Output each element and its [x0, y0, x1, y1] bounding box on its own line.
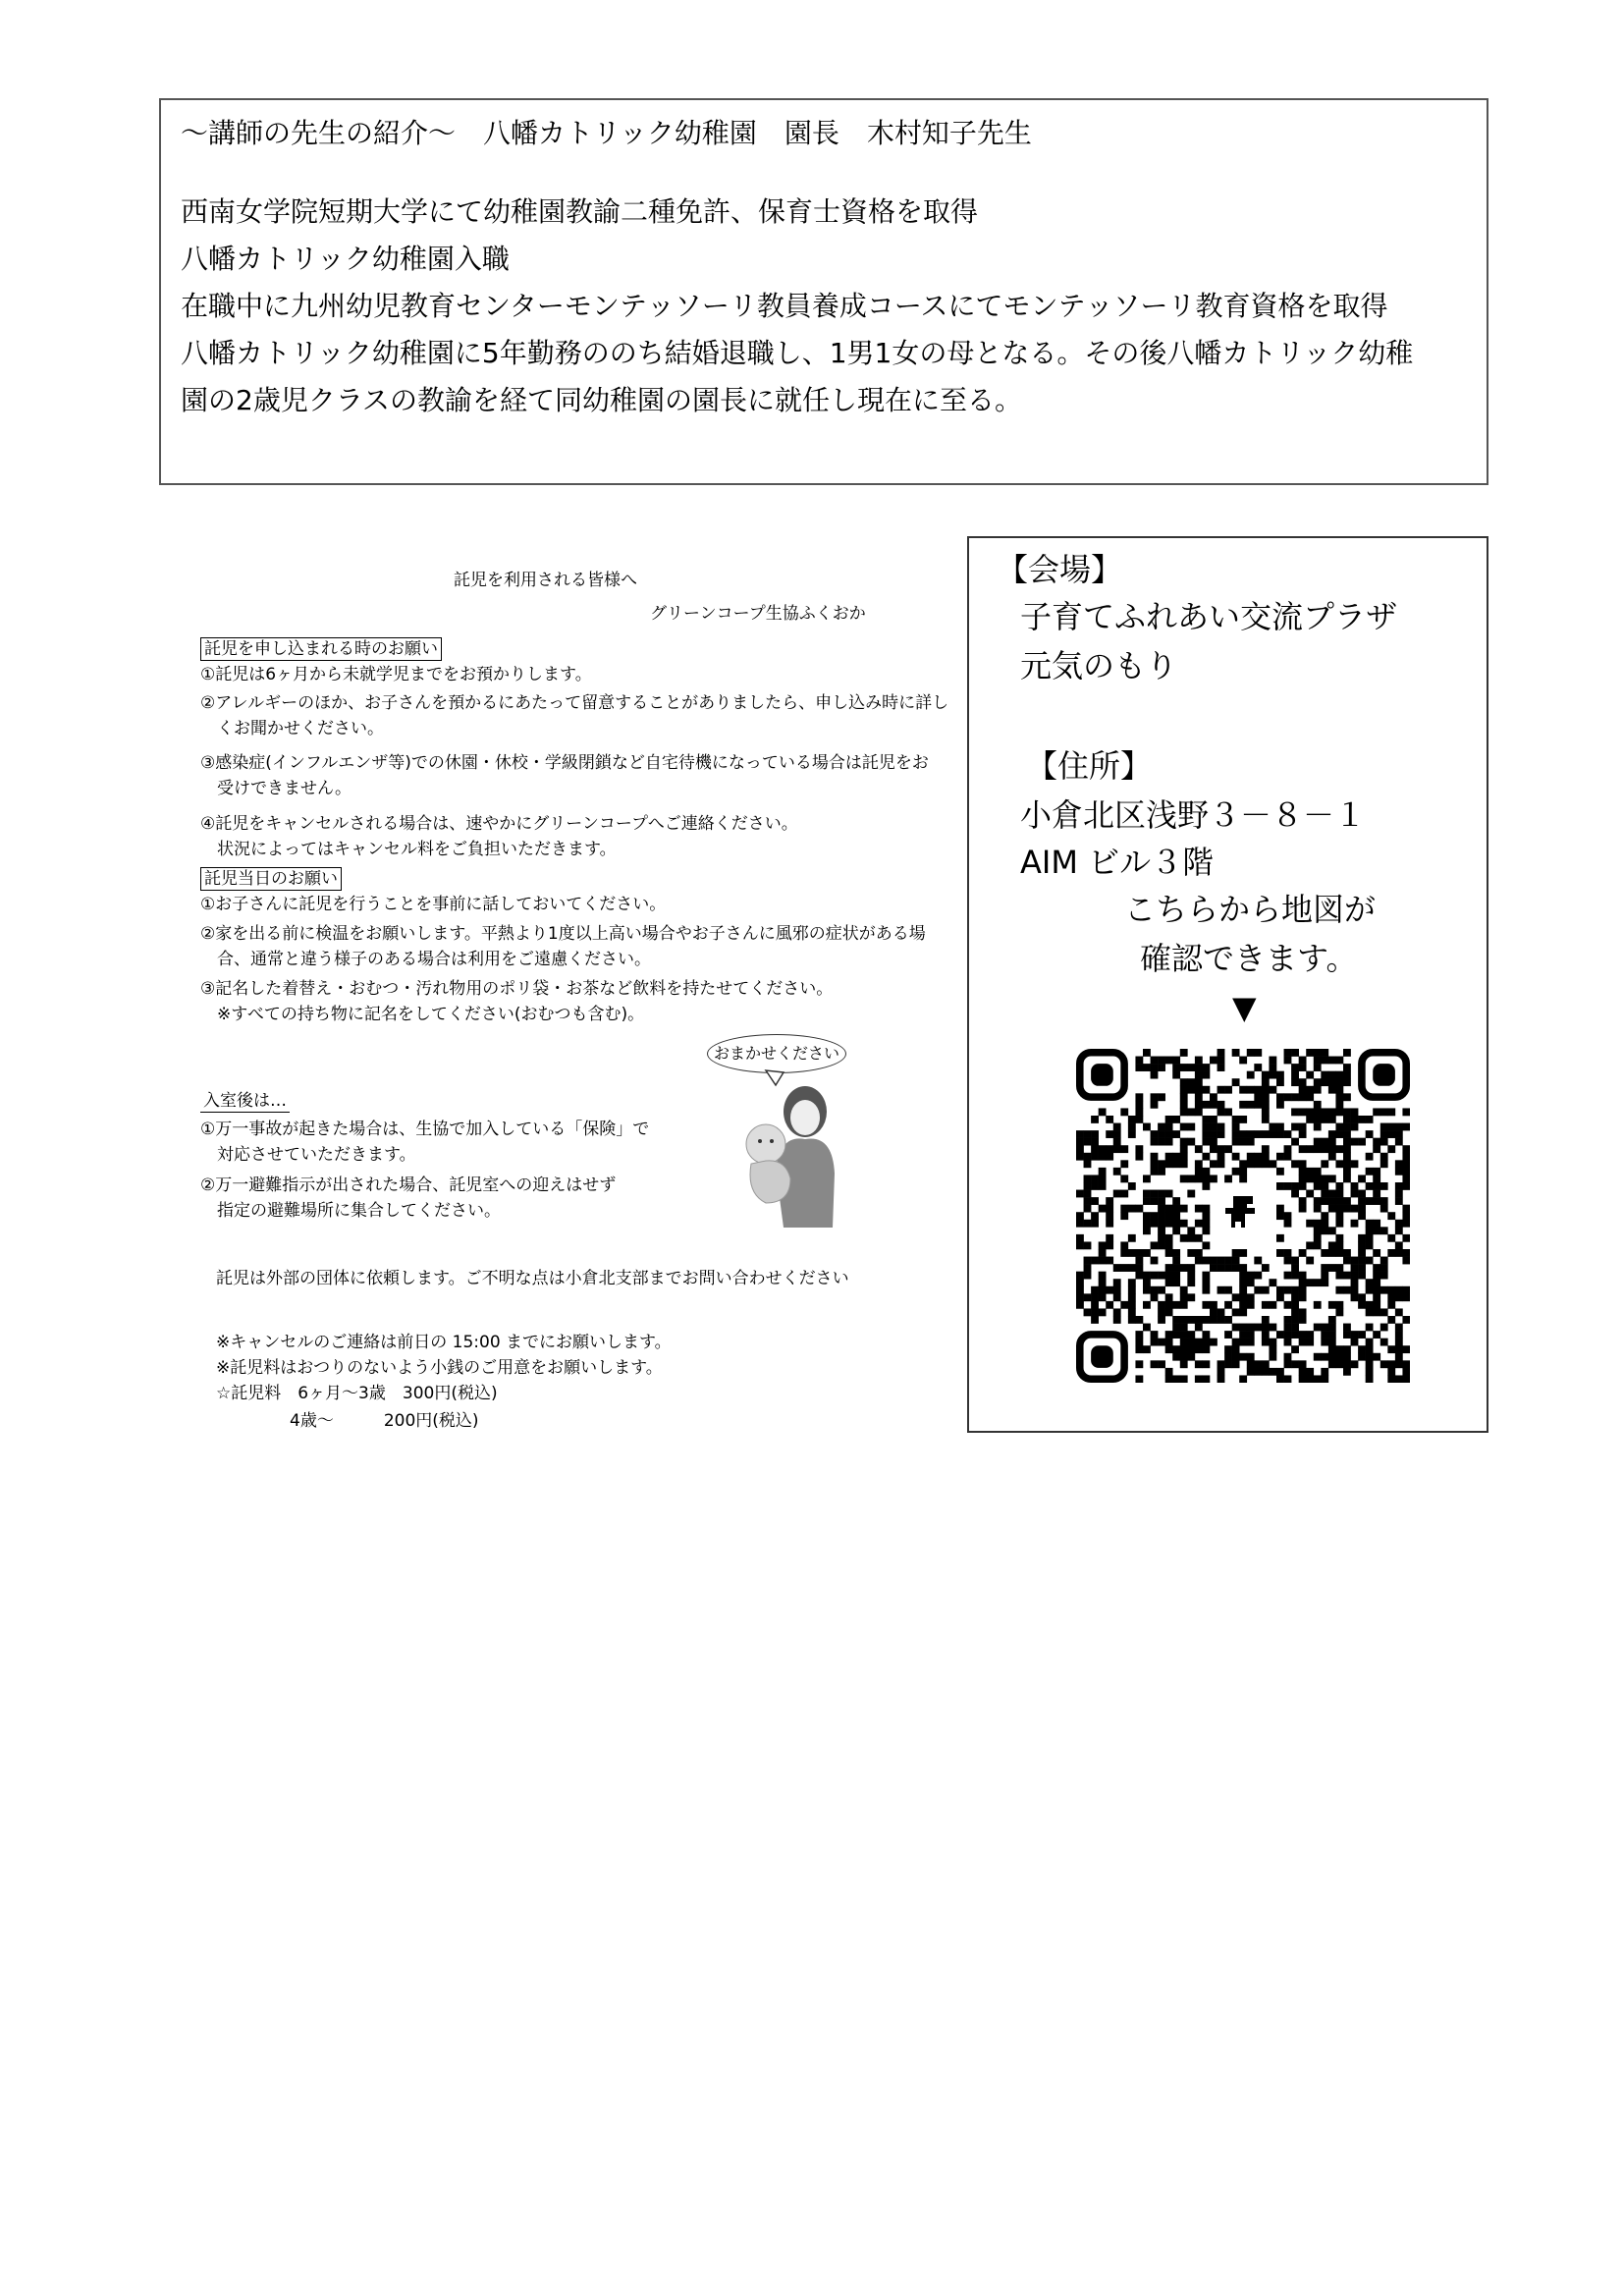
apply-item-4b: 状況によってはキャンセル料をご負担いただきます。	[200, 840, 617, 859]
coin-note: ※託児料はおつりのないよう小銭のご用意をお願いします。	[216, 1358, 663, 1378]
apply-item-3: ③感染症(インフルエンザ等)での休園・休校・学級閉鎖など自宅待機になっている場合は託児をお	[200, 753, 929, 773]
address-line-2: AIM ビル３階	[1020, 844, 1215, 881]
instructor-intro-box	[159, 98, 1488, 485]
cancel-note: ※キャンセルのご連絡は前日の 15:00 までにお願いします。	[216, 1333, 672, 1352]
after-item-1: ①万一事故が起きた場合は、生協で加入している「保険」で	[200, 1120, 650, 1139]
apply-item-2b: くお聞かせください。	[200, 719, 384, 738]
day-item-1: ①お子さんに託児を行うことを事前に話しておいてください。	[200, 895, 667, 914]
venue-name-1: 子育てふれあい交流プラザ	[1020, 598, 1398, 635]
apply-item-3b: 受けできません。	[200, 779, 352, 798]
map-qr-code[interactable]	[1076, 1049, 1410, 1383]
apply-item-1: ①託児は6ヶ月から未就学児までをお預かりします。	[200, 665, 592, 684]
after-item-2b: 指定の避難場所に集合してください。	[200, 1201, 501, 1221]
after-item-1b: 対応させていただきます。	[200, 1145, 416, 1165]
down-arrow-icon: ▼	[1232, 989, 1257, 1026]
heading-after-entry: 入室後は…	[200, 1090, 290, 1113]
mother-baby-illustration	[707, 1031, 844, 1228]
dino-icon	[1225, 1196, 1255, 1228]
fee-line-2: 4歳～ 200円(税込)	[290, 1411, 479, 1431]
venue-label: 【会場】	[997, 551, 1123, 588]
bio-line-4: 八幡カトリック幼稚園に5年勤務ののち結婚退職し、1男1女の母となる。その後八幡カトリック幼稚	[181, 337, 1414, 369]
bio-line-3: 在職中に九州幼児教育センターモンテッソーリ教員養成コースにてモンテッソーリ教育資格を取得	[181, 290, 1388, 322]
after-item-2: ②万一避難指示が出された場合、託児室への迎えはせず	[200, 1175, 617, 1195]
outsourcing-notice: 託児は外部の団体に依頼します。ご不明な点は小倉北支部までお問い合わせください	[216, 1269, 849, 1288]
address-label: 【住所】	[1026, 747, 1153, 785]
venue-name-2: 元気のもり	[1020, 647, 1178, 684]
address-line-1: 小倉北区浅野３－８－１	[1020, 796, 1367, 834]
day-item-2b: 合、通常と違う様子のある場合は利用をご遠慮ください。	[200, 950, 651, 969]
greeting: 託児を利用される皆様へ	[454, 571, 637, 590]
map-note-1: こちらから地図が	[1124, 891, 1377, 928]
day-item-2: ②家を出る前に検温をお願いします。平熱より1度以上高い場合やお子さんに風邪の症状がある場	[200, 924, 926, 944]
day-item-3: ③記名した着替え・おむつ・汚れ物用のポリ袋・お茶など飲料を持たせてください。	[200, 979, 834, 999]
apply-item-2: ②アレルギーのほか、お子さんを預かるにあたって留意することがありましたら、申し込み時に詳し	[200, 693, 949, 713]
apply-item-4: ④託児をキャンセルされる場合は、速やかにグリーンコープへご連絡ください。	[200, 814, 798, 834]
day-item-3b: ※すべての持ち物に記名をしてください(おむつも含む)。	[200, 1005, 645, 1024]
bio-line-2: 八幡カトリック幼稚園入職	[181, 243, 510, 275]
speech-bubble: おまかせください	[707, 1034, 846, 1073]
fee-line-1: ☆託児料 6ヶ月～3歳 300円(税込)	[216, 1384, 498, 1403]
bio-line-5: 園の2歳児クラスの教諭を経て同幼稚園の園長に就任し現在に至る。	[181, 384, 1022, 416]
org-name: グリーンコープ生協ふくおか	[650, 604, 866, 624]
map-note-2: 確認できます。	[1140, 940, 1358, 977]
bio-line-1: 西南女学院短期大学にて幼稚園教諭二種免許、保育士資格を取得	[181, 195, 979, 228]
instructor-title: ～講師の先生の紹介～ 八幡カトリック幼稚園 園長 木村知子先生	[181, 117, 1032, 149]
heading-apply: 託児を申し込まれる時のお願い	[200, 637, 442, 661]
heading-day-of: 託児当日のお願い	[200, 867, 342, 891]
